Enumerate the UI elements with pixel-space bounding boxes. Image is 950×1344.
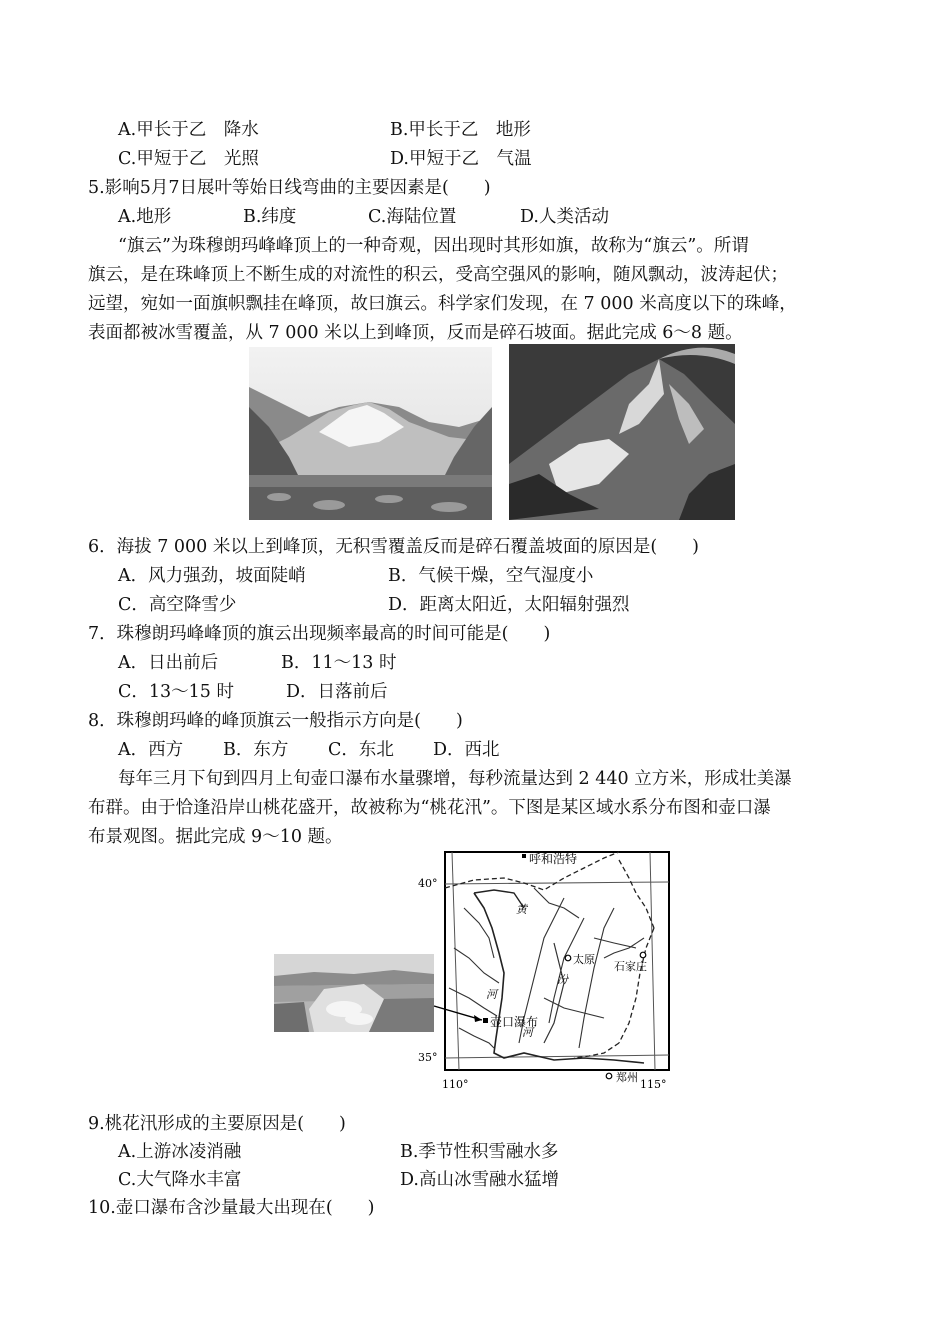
q5-option-c: C.海陆位置 [368,207,457,227]
label-lat35: 35° [418,1051,438,1064]
q6-option-c: C．高空降雪少 [118,595,237,615]
q5-option-a: A.地形 [118,207,172,227]
label-fen: 汾 [557,973,568,986]
lat-35-line [445,1055,669,1058]
passage1-line-3: 远望，宛如一面旗帜飘挂在峰顶，故曰旗云。科学家们发现，在 7 000 米高度以下的珠峰， [88,294,797,314]
label-taiyuan: 太原 [573,953,595,966]
q6-option-d: D．距离太阳近，太阳辐射强烈 [388,595,630,615]
q9-option-a: A.上游冰凌消融 [118,1142,242,1162]
everest-photo-right [509,344,735,520]
fen-river [544,943,564,1043]
q4-option-c: C.甲短于乙 光照 [118,149,259,169]
zhengzhou-marker [606,1073,612,1079]
q8-option-c: C．东北 [328,740,394,760]
passage2-line-2: 布群。由于恰逢沿岸山桃花盛开，故被称为“桃花汛”。下图是某区域水系分布图和壶口瀑 [88,798,771,818]
q4-option-a: A.甲长于乙 降水 [118,120,259,140]
passage2-line-3: 布景观图。据此完成 9～10 题。 [88,827,343,847]
hohhot-marker [522,854,526,858]
passage1-line-2: 旗云，是在珠峰顶上不断生成的对流性的积云，受高空强风的影响，随风飘动，波涛起伏； [88,265,788,285]
q5-option-b: B.纬度 [243,207,297,227]
q9-option-d: D.高山冰雪融水猛增 [400,1170,559,1190]
q7-stem: 7．珠穆朗玛峰峰顶的旗云出现频率最高的时间可能是( ) [88,624,551,644]
q6-option-a: A．风力强劲，坡面陡峭 [118,566,306,586]
q7-option-a: A．日出前后 [118,653,219,673]
passage2-line-1: 每年三月下旬到四月上旬壶口瀑布水量骤增，每秒流量达到 2 440 立方米，形成壮美瀑 [118,769,792,789]
river-system-map [414,848,684,1093]
passage1-line-4: 表面都被冰雪覆盖，从 7 000 米以上到峰顶，反而是碎石坡面。据此完成 6～8 题。 [88,323,743,343]
q5-stem: 5.影响5月7日展叶等始日线弯曲的主要因素是( ) [88,178,491,198]
label-hukou: 壶口瀑布 [490,1015,539,1029]
label-lon110: 110° [442,1078,469,1091]
everest-photo-left [249,347,492,520]
q6-stem: 6．海拔 7 000 米以上到峰顶，无积雪覆盖反而是碎石覆盖坡面的原因是( ) [88,537,700,557]
q8-option-a: A．西方 [118,740,184,760]
q10-stem: 10.壶口瀑布含沙量最大出现在( ) [88,1198,375,1218]
q7-option-d: D．日落前后 [286,682,388,702]
hukou-marker [483,1018,488,1023]
label-he: 河 [486,988,497,1001]
q4-option-b: B.甲长于乙 地形 [390,120,531,140]
q5-option-d: D.人类活动 [520,207,609,227]
q6-option-b: B．气候干燥，空气湿度小 [388,566,594,586]
label-he2: 河 [522,1026,533,1039]
passage1-line-1: “旗云”为珠穆朗玛峰峰顶上的一种奇观，因出现时其形如旗，故称为“旗云”。所谓 [118,236,749,256]
lon-115-line [650,852,655,1070]
label-shijiazhuang: 石家庄 [614,960,647,973]
q9-option-b: B.季节性积雪融水多 [400,1142,559,1162]
q9-stem: 9.桃花汛形成的主要原因是( ) [88,1114,346,1134]
hukou-waterfall-photo [274,954,434,1032]
q8-option-d: D．西北 [433,740,500,760]
label-lat40: 40° [418,877,438,890]
label-lon115: 115° [640,1078,667,1091]
lat-40-line [445,882,669,884]
label-zhengzhou: 郑州 [616,1071,638,1084]
q7-option-b: B．11～13 时 [281,653,397,673]
shijiazhuang-marker [640,952,646,958]
taiyuan-marker [565,955,571,961]
q4-option-d: D.甲短于乙 气温 [390,149,532,169]
label-huang: 黄 [516,903,527,916]
label-hohhot: 呼和浩特 [529,852,578,866]
q9-option-c: C.大气降水丰富 [118,1170,242,1190]
q8-option-b: B．东方 [223,740,289,760]
q8-stem: 8．珠穆朗玛峰的峰顶旗云一般指示方向是( ) [88,711,463,731]
q7-option-c: C．13～15 时 [118,682,234,702]
